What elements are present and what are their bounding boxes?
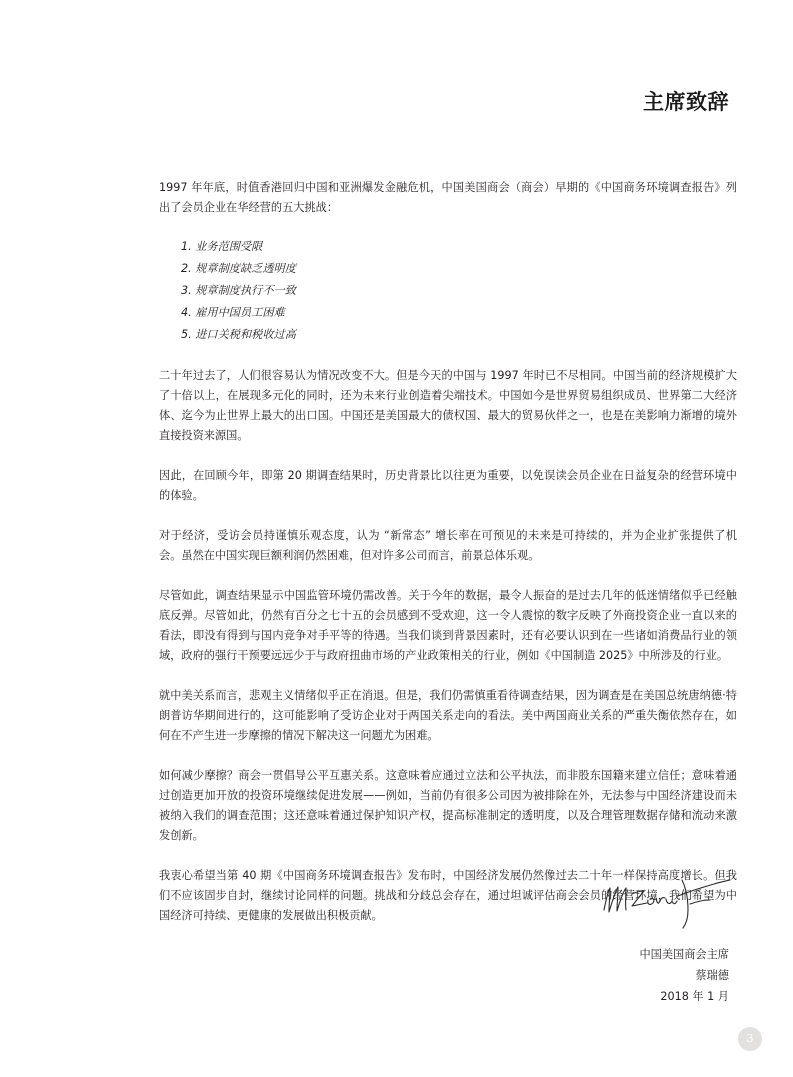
challenge-item: 2. 规章制度缺乏透明度 xyxy=(181,262,296,275)
body-paragraph: 我衷心希望当第 40 期《中国商务环境调查报告》发布时，中国经济发展仍然像过去二十年一样保持高度增长。但我们不应该固步自封，继续讨论同样的问题。挑战和分歧总会存在，通过坦诚评估商会会员的经营环境，我们希望为中国经济可持续、更健康的发展做出积极贡献。 xyxy=(159,869,737,922)
challenge-item: 4. 雇用中国员工困难 xyxy=(181,306,285,319)
challenge-item: 3. 规章制度执行不一致 xyxy=(181,284,296,297)
signoff-role: 中国美国商会主席 xyxy=(639,948,729,961)
challenges-list xyxy=(181,236,737,346)
page-title: 主席致辞 xyxy=(643,90,729,114)
challenge-item: 5. 进口关税和税收过高 xyxy=(181,328,296,341)
page-number-badge: 3 xyxy=(738,1027,762,1051)
handwritten-signature xyxy=(600,870,732,930)
body-paragraph: 因此，在回顾今年，即第 20 期调查结果时，历史背景比以往更为重要，以免误读会员企业在日益复杂的经营环境中的体验。 xyxy=(159,469,737,502)
body-paragraph: 如何减少摩擦？商会一贯倡导公平互惠关系。这意味着应通过立法和公平执法，而非股东国籍来建立信任；意味着通过创造更加开放的投资环境继续促进发展——例如，当前仍有很多公司因为被排除在外，无法参与中国经济建设而未被纳入我们的调查范围；这还意味着通过保护知识产权，提高标准制定的透明度，以及合理管理数据存储和流动来激发创新。 xyxy=(159,769,737,842)
challenge-item: 1. 业务范围受限 xyxy=(181,240,263,253)
signoff-name: 蔡瑞德 xyxy=(695,969,729,982)
body-paragraph: 就中美关系而言，悲观主义情绪似乎正在消退。但是，我们仍需慎重看待调查结果，因为调查是在美国总统唐纳德·特朗普访华期间进行的，这可能影响了受访企业对于两国关系走向的看法。美中两国商业关系的严重失衡依然存在，如何在不产生进一步摩擦的情况下解决这一问题尤为困难。 xyxy=(159,689,737,742)
intro-paragraph: 1997 年年底，时值香港回归中国和亚洲爆发金融危机，中国美国商会（商会）早期的《中国商务环境调查报告》列出了会员企业在华经营的五大挑战： xyxy=(159,181,737,214)
signoff-block xyxy=(639,944,729,1007)
body-paragraph: 对于经济，受访会员持谨慎乐观态度，认为 “新常态” 增长率在可预见的未来是可持续的，并为企业扩张提供了机会。虽然在中国实现巨额利润仍然困难，但对许多公司而言，前景总体乐观。 xyxy=(159,529,737,562)
body-paragraph: 尽管如此，调查结果显示中国监管环境仍需改善。关于今年的数据，最令人振奋的是过去几年的低迷情绪似乎已经触底反弹。尽管如此，仍然有百分之七十五的会员感到不受欢迎，这一令人震惊的数字反映了外商投资企业一直以来的看法，即没有得到与国内竞争对手平等的待遇。当我们谈到背景因素时，还有必要认识到在一些诸如消费品行业的领域，政府的强行干预要远远少于与政府扭曲市场的产业政策相关的行业，例如《中国制造 2025》中所涉及的行业。 xyxy=(159,589,737,662)
letter-body xyxy=(159,178,737,946)
body-paragraph: 二十年过去了，人们很容易认为情况改变不大。但是今天的中国与 1997 年时已不尽相同。中国当前的经济规模扩大了十倍以上，在展现多元化的同时，还为未来行业创造着尖端技术。中国如今是世界贸易组织成员、世界第二大经济体、迄今为止世界上最大的出口国。中国还是美国最大的债权国、最大的贸易伙伴之一，也是在美影响力渐增的境外直接投资来源国。 xyxy=(159,369,737,442)
signoff-date: 2018 年 1 月 xyxy=(660,990,729,1003)
